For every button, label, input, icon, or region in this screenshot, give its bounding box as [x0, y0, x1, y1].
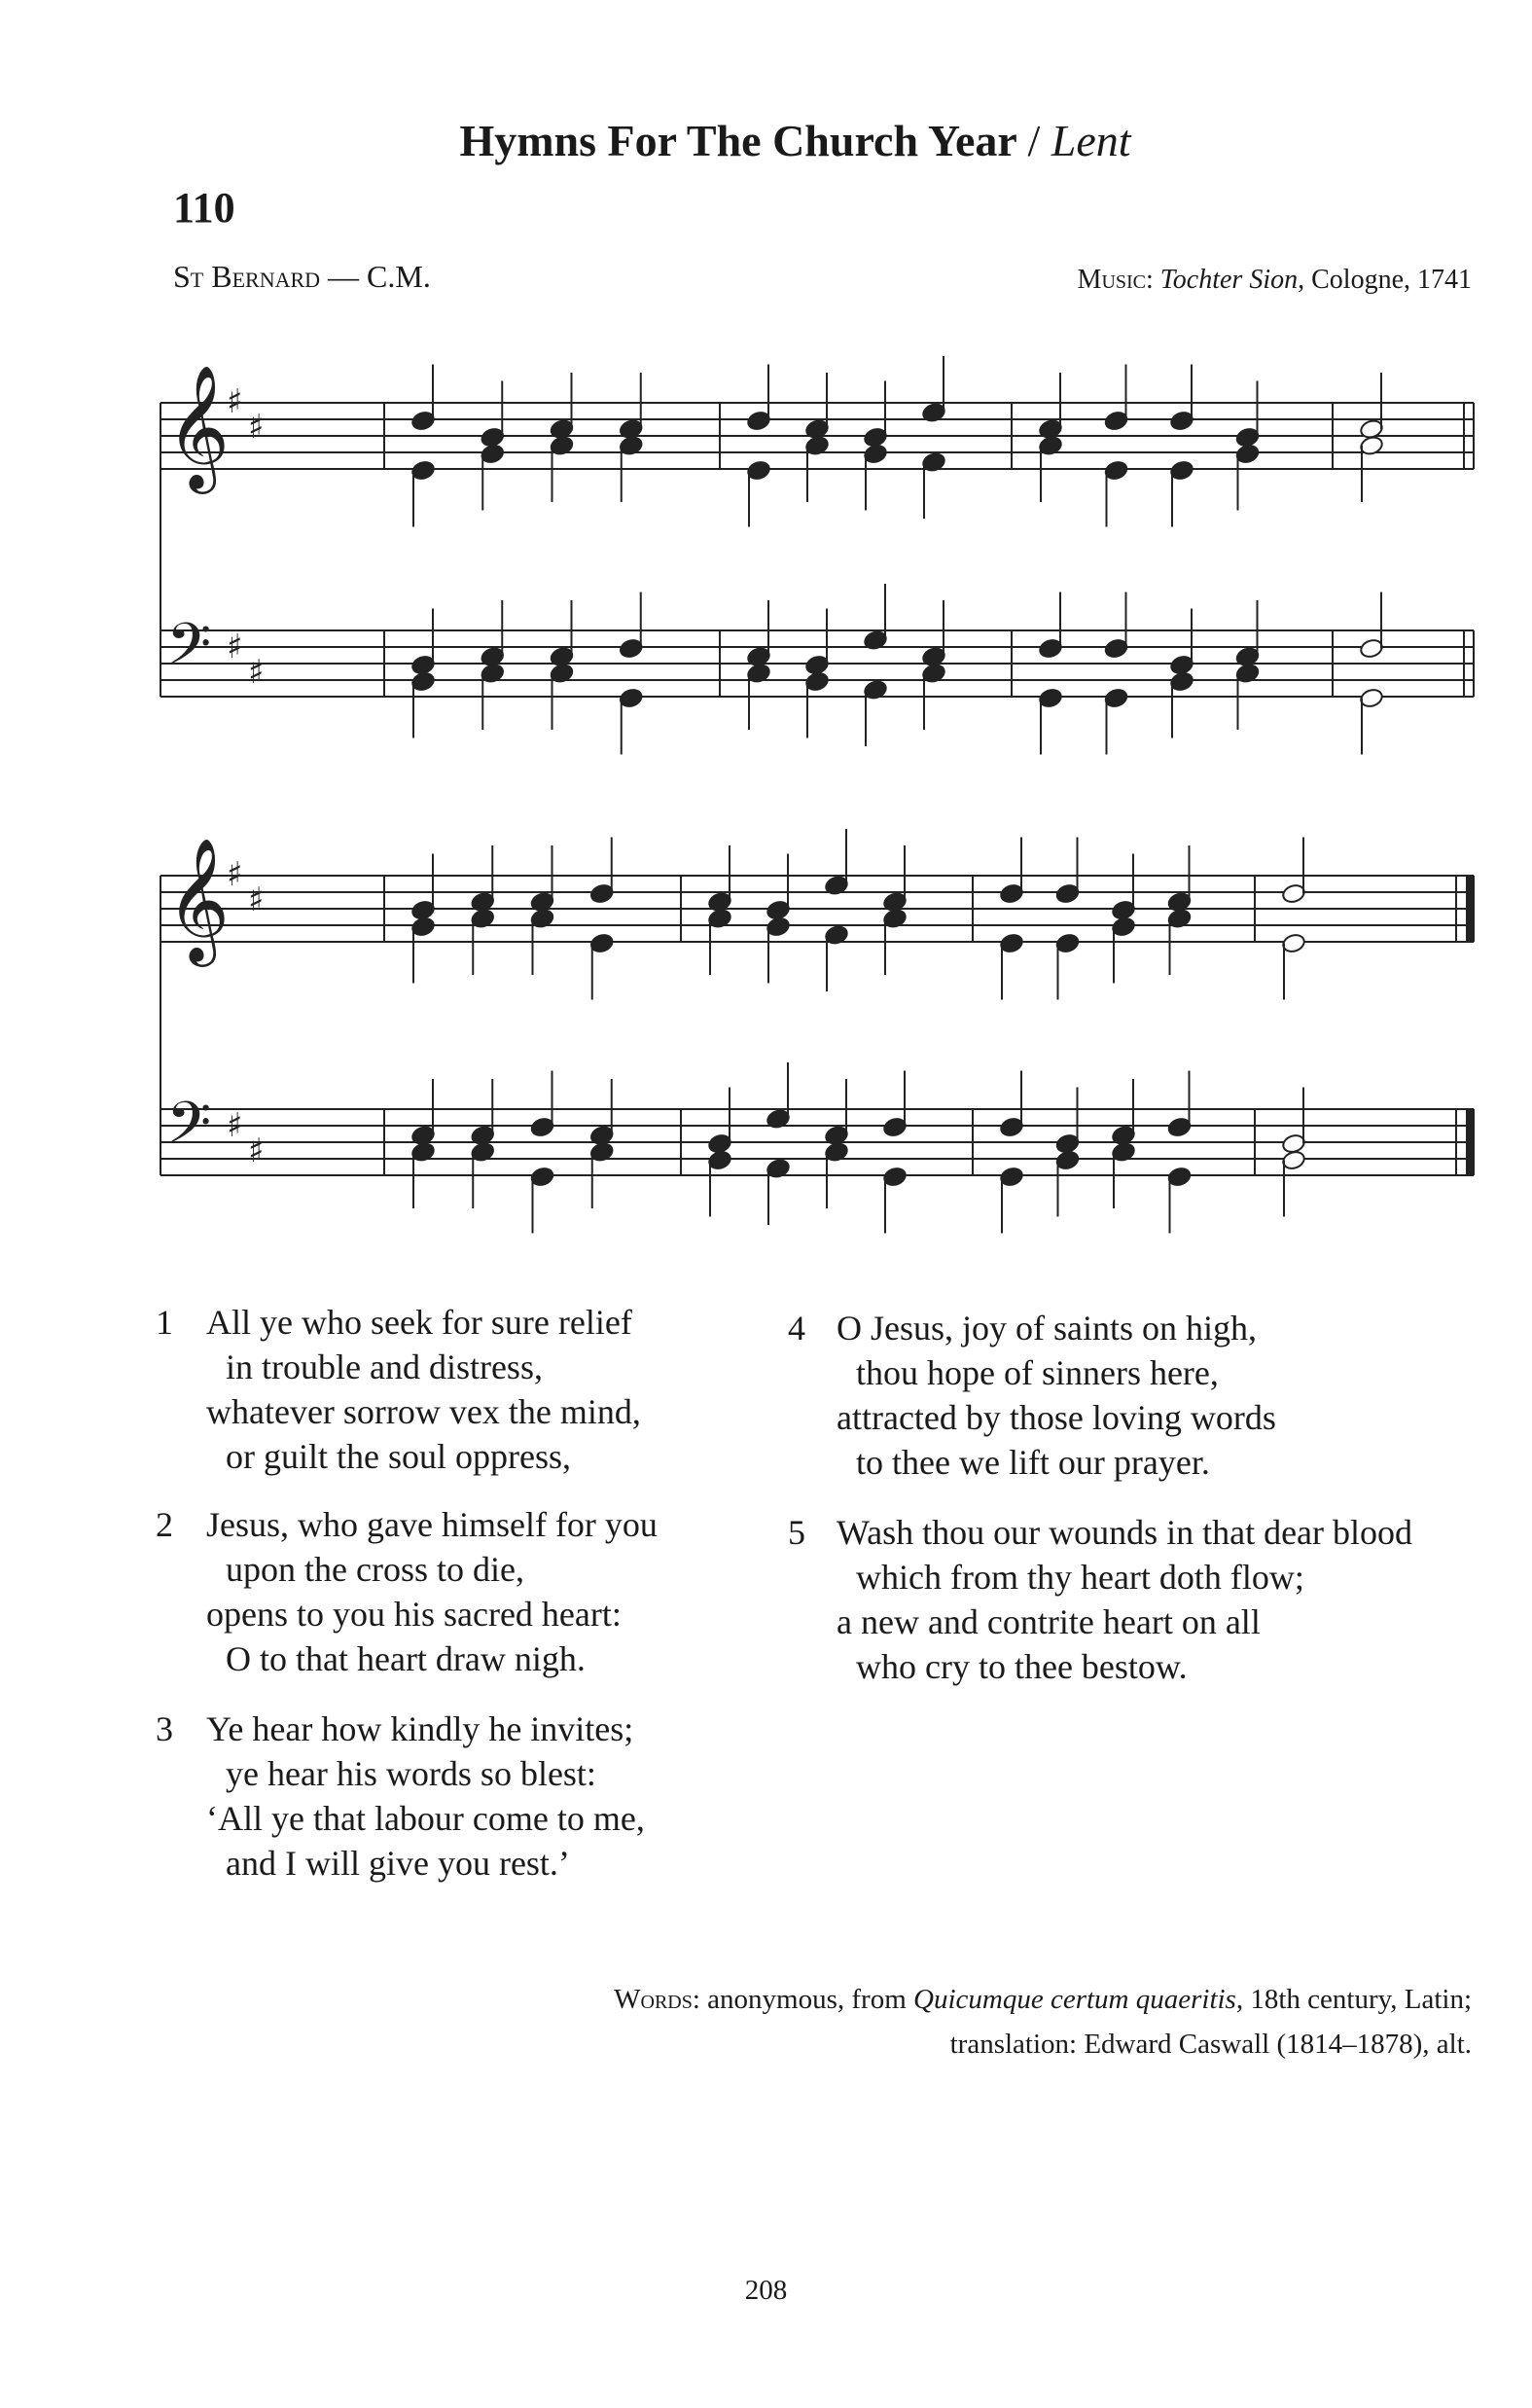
treble-clef-icon: 𝄞 — [166, 364, 231, 488]
verse-line: thou hope of sinners here, — [856, 1353, 1219, 1392]
sharp-icon: ♯ — [227, 1106, 243, 1145]
verse-line: Jesus, who gave himself for you — [206, 1505, 658, 1544]
sharp-icon: ♯ — [227, 382, 243, 421]
sharp-icon: ♯ — [227, 855, 243, 894]
verse-line: which from thy heart doth flow; — [856, 1558, 1304, 1597]
words-credit-text: anonymous, from — [699, 1984, 914, 2015]
verse-5 — [788, 1510, 1488, 1689]
bass-clef-icon: 𝄢 — [166, 1089, 212, 1170]
verse-number: 4 — [788, 1309, 805, 1348]
header-separator: / — [1027, 116, 1041, 165]
verse-line: whatever sorrow vex the mind, — [206, 1392, 641, 1431]
music-source-rest: , Cologne, 1741 — [1298, 265, 1472, 295]
verse-line: and I will give you rest.’ — [226, 1844, 570, 1883]
verse-number: 1 — [156, 1303, 173, 1342]
words-credit-label: Words: — [614, 1984, 700, 2015]
verse-number: 3 — [156, 1709, 173, 1748]
verse-3 — [156, 1707, 778, 1886]
verse-line: attracted by those loving words — [837, 1398, 1276, 1437]
bass-clef-icon: 𝄢 — [166, 610, 212, 692]
sharp-icon: ♯ — [248, 408, 265, 447]
treble-clef-icon: 𝄞 — [166, 837, 231, 961]
music-source-title: Tochter Sion — [1159, 265, 1299, 295]
verse-line: Wash thou our wounds in that dear blood — [837, 1513, 1413, 1552]
staff — [160, 1109, 1474, 1175]
sharp-icon: ♯ — [248, 881, 265, 919]
sharp-icon: ♯ — [248, 653, 265, 692]
verse-1 — [156, 1300, 778, 1479]
words-credit-text: , 18th century, Latin; — [1235, 1984, 1472, 2015]
verse-line: Ye hear how kindly he invites; — [206, 1709, 634, 1748]
page-number: 208 — [744, 2275, 788, 2306]
words-credit — [614, 1977, 1472, 2067]
verse-line: in trouble and distress, — [226, 1348, 543, 1386]
sharp-icon: ♯ — [227, 628, 243, 666]
words-credit-line-2: translation: Edward Caswall (1814–1878), alt. — [949, 2029, 1472, 2060]
verse-line: opens to you his sacred heart: — [206, 1595, 622, 1634]
tune-separator: — — [320, 259, 368, 294]
verse-line: O Jesus, joy of saints on high, — [837, 1309, 1257, 1348]
verse-line: ye hear his words so blest: — [226, 1754, 596, 1793]
season-label: Lent — [1051, 116, 1131, 165]
music-credit-label: Music: — [1077, 265, 1154, 295]
verse-number: 5 — [788, 1513, 805, 1552]
verse-line: who cry to thee bestow. — [856, 1647, 1188, 1686]
hymn-number: 110 — [173, 184, 235, 232]
verse-number: 2 — [156, 1505, 173, 1544]
words-credit-line-1 — [614, 1977, 1472, 2022]
verse-line: ‘All ye that labour come to me, — [206, 1799, 645, 1838]
meter: C.M. — [367, 259, 431, 294]
verse-4 — [788, 1306, 1488, 1485]
sharp-icon: ♯ — [248, 1132, 265, 1170]
tune-name: St Bernard — [173, 259, 321, 294]
verse-2 — [156, 1502, 778, 1681]
verse-line: a new and contrite heart on all — [837, 1602, 1261, 1641]
verse-line: upon the cross to die, — [226, 1550, 524, 1589]
book-section-title: Hymns For The Church Year — [459, 116, 1016, 165]
staff — [160, 876, 1474, 942]
verse-line: to thee we lift our prayer. — [856, 1443, 1210, 1482]
words-source-title: Quicumque certum quaeritis — [913, 1984, 1236, 2015]
verse-line: All ye who seek for sure relief — [206, 1303, 632, 1342]
verse-line: O to that heart draw nigh. — [226, 1639, 586, 1678]
verse-line: or guilt the soul oppress, — [226, 1437, 571, 1476]
